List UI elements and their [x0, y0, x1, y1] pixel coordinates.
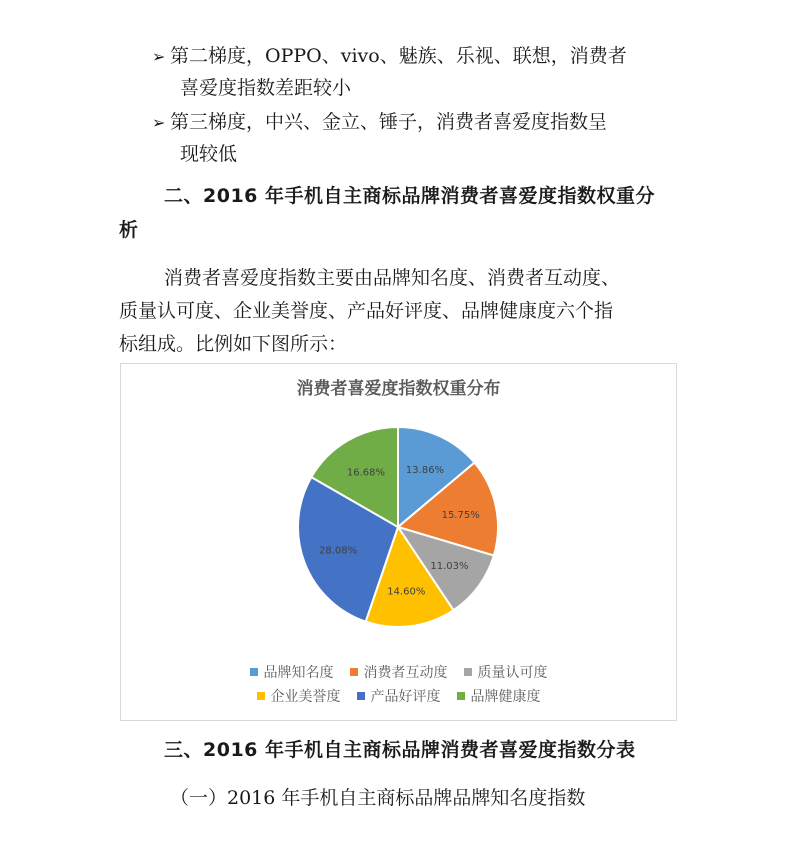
slice-data-label-1: 13.86%	[405, 464, 445, 476]
paragraph-line-2: 质量认可度、企业美誉度、产品好评度、品牌健康度六个指	[119, 300, 614, 322]
legend-label: 品牌知名度	[263, 665, 334, 681]
legend-item-6	[457, 686, 541, 706]
legend-swatch	[257, 692, 265, 700]
legend-swatch	[457, 692, 465, 700]
legend-item-2	[350, 662, 448, 682]
slice-data-label-4: 14.60%	[387, 586, 426, 598]
legend-swatch	[464, 668, 472, 676]
legend-item-3	[464, 662, 548, 682]
legend-item-5	[357, 686, 441, 706]
legend-swatch	[357, 692, 365, 700]
legend-label: 消费者互动度	[363, 665, 448, 681]
legend-swatch	[250, 668, 258, 676]
legend-label: 企业美誉度	[270, 689, 341, 705]
legend-swatch	[350, 668, 358, 676]
legend-item-4	[257, 686, 341, 706]
bullet-2-line-1: 第三梯度，中兴、金立、锤子，消费者喜爱度指数呈	[170, 111, 608, 133]
legend-label: 品牌健康度	[470, 689, 541, 705]
legend-label: 产品好评度	[370, 689, 441, 705]
chart-legend	[121, 660, 676, 708]
section-heading-2: 二、2016 年手机自主商标品牌消费者喜爱度指数权重分	[164, 185, 655, 207]
slice-data-label-2: 15.75%	[441, 509, 480, 521]
arrowhead-bullet-icon: ➢	[152, 113, 166, 132]
pie-chart	[120, 363, 677, 721]
arrowhead-bullet-icon: ➢	[152, 47, 166, 66]
slice-data-label-3: 11.03%	[430, 561, 469, 573]
bullet-1-line-2: 喜爱度指数差距较小	[180, 77, 352, 99]
subsection-heading-1: （一）2016 年手机自主商标品牌品牌知名度指数	[170, 787, 586, 809]
slice-data-label-6: 16.68%	[346, 467, 386, 479]
legend-item-1	[250, 662, 334, 682]
chart-title: 消费者喜爱度指数权重分布	[296, 379, 501, 399]
section-heading-3: 三、2016 年手机自主商标品牌消费者喜爱度指数分表	[164, 739, 636, 761]
legend-row-1	[121, 660, 676, 684]
legend-label: 质量认可度	[477, 665, 548, 681]
section-heading-2-cont: 析	[119, 219, 139, 241]
bullet-2-line-2: 现较低	[180, 143, 238, 165]
bullet-item-2	[152, 110, 607, 135]
bullet-item-1	[152, 44, 627, 69]
slice-data-label-5: 28.08%	[319, 545, 358, 557]
paragraph-line-1: 消费者喜爱度指数主要由品牌知名度、消费者互动度、	[164, 267, 621, 289]
bullet-1-line-1: 第二梯度，OPPO、vivo、魅族、乐视、联想，消费者	[170, 45, 627, 67]
legend-row-2	[121, 684, 676, 708]
paragraph-line-3: 标组成。比例如下图所示：	[119, 333, 348, 355]
